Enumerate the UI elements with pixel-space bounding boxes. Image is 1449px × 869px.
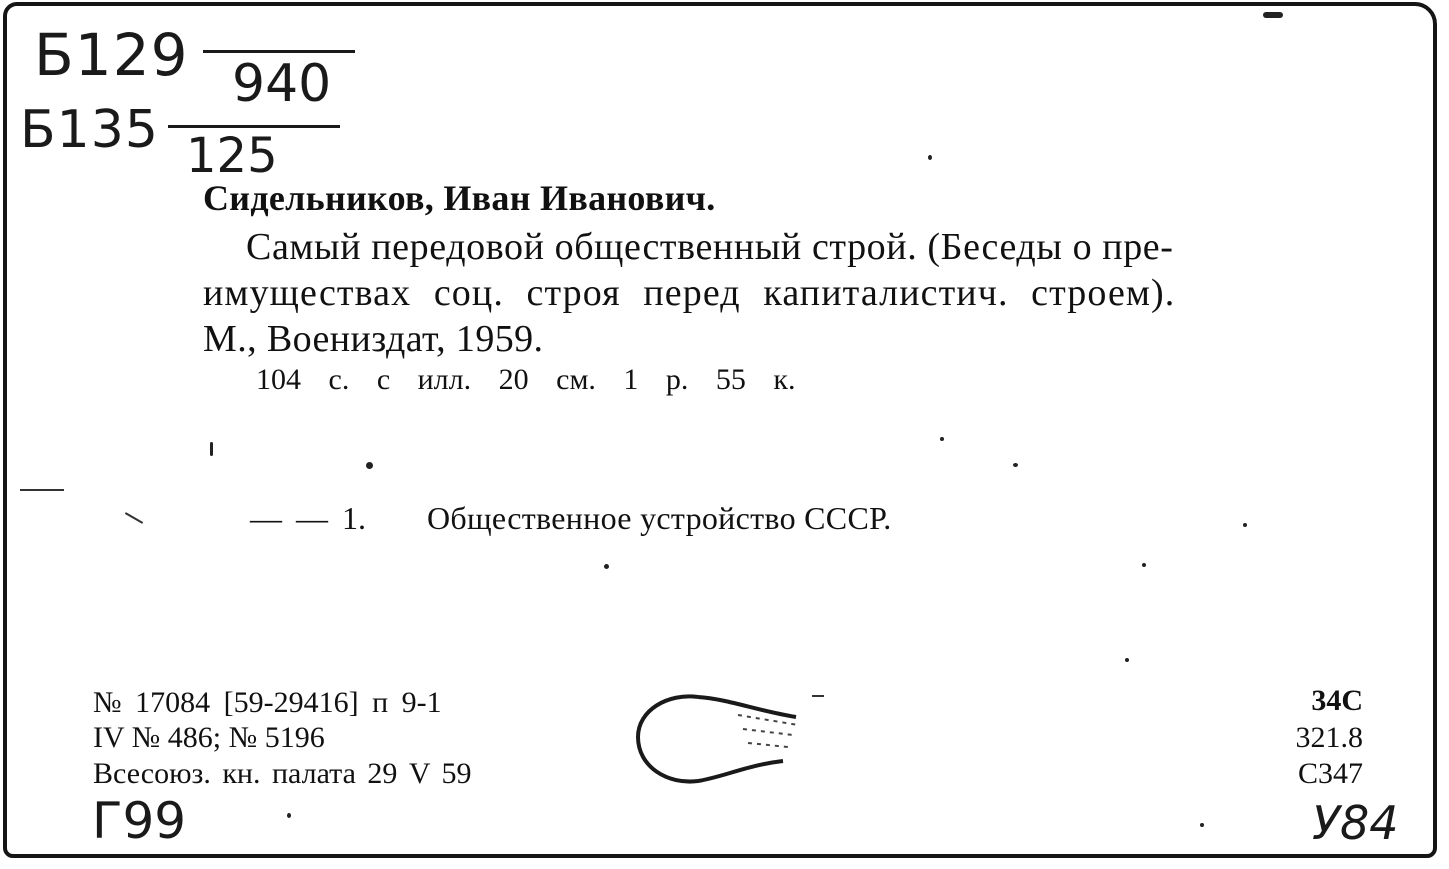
footer-right-line-3: С347 — [1297, 757, 1363, 790]
speck — [1243, 523, 1247, 527]
collation-line: 104 с. с илл. 20 см. 1 р. 55 к. — [256, 363, 796, 396]
subject-heading: Общественное устройство СССР. — [427, 500, 892, 536]
handwritten-call-number-2: Б135 — [20, 100, 159, 160]
speck — [604, 564, 609, 569]
footer-right-line-2: 321.8 — [1295, 721, 1363, 754]
handwritten-call-number-1: Б129 — [34, 21, 189, 89]
title-line-1: Самый передовой общественный строй. (Беседы о пре- — [246, 226, 1174, 268]
speck — [287, 813, 291, 818]
handwritten-fraction-1-denominator: 940 — [232, 54, 332, 114]
handwritten-bottom-left: Г99 — [92, 792, 187, 850]
card-punch-hole-outline — [628, 685, 828, 795]
handwritten-bottom-right: У84 — [1312, 796, 1399, 850]
footer-left-line-1: № 17084 [59-29416] п 9-1 — [93, 686, 442, 719]
fraction-rule-1 — [203, 50, 355, 53]
speck — [928, 155, 932, 160]
footer-left-line-2: IV № 486; № 5196 — [93, 721, 325, 754]
speck-dash — [812, 695, 824, 697]
speck — [1142, 563, 1146, 567]
speck — [1013, 463, 1018, 467]
speck — [210, 442, 213, 456]
speck — [1125, 658, 1129, 662]
speck — [940, 437, 944, 441]
title-line-2: имуществах соц. строя перед капиталистич. строем). — [203, 272, 1176, 314]
speck-dash — [20, 489, 64, 491]
handwritten-fraction-2-denominator: 125 — [186, 128, 278, 184]
speck — [1200, 823, 1204, 827]
footer-right-line-1: 34С — [1311, 684, 1363, 717]
title-line-3: М., Воениздат, 1959. — [203, 318, 544, 360]
speck — [1263, 12, 1283, 18]
footer-left-line-3: Всесоюз. кн. палата 29 V 59 — [93, 757, 472, 790]
speck — [366, 462, 373, 469]
subject-dashes: — — 1. — [250, 500, 366, 536]
author-heading: Сидельников, Иван Иванович. — [203, 178, 716, 218]
